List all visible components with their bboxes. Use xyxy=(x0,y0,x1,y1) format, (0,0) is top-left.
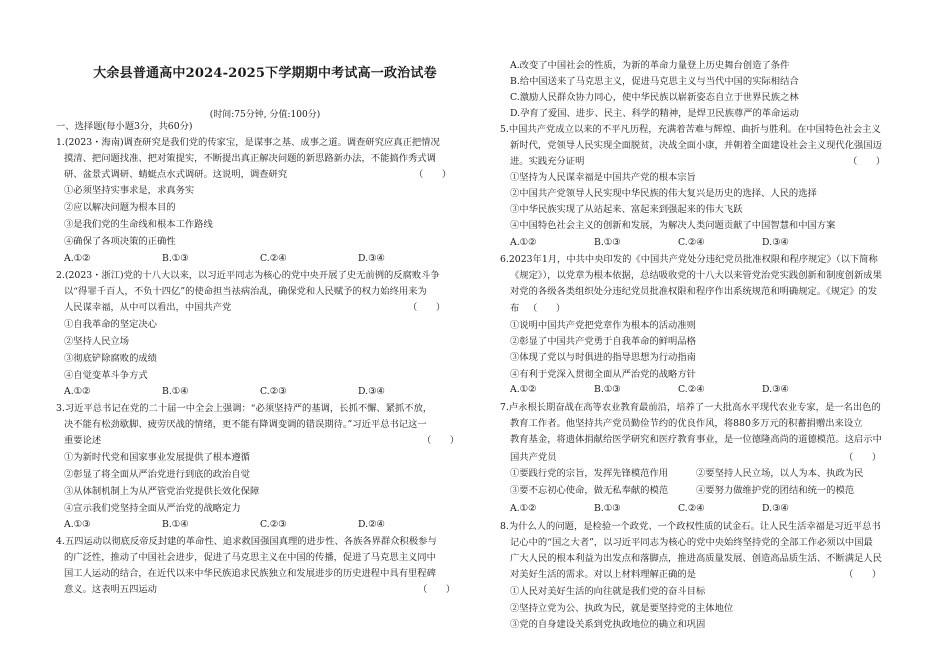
q4-option-a: A.改变了中国社会的性质，为新的革命力量登上历史舞台创造了条件 xyxy=(510,60,790,71)
q4-option-c: C.激励人民群众协力同心，使中华民族以崭新姿态自立于世界民族之林 xyxy=(510,92,799,103)
q7-option-a: A.①② xyxy=(510,503,537,514)
q6-item: ④有利于党深入贯彻全面从严治党的战略方针 xyxy=(510,369,696,380)
q7-answer-blank: （ ） xyxy=(844,452,882,463)
q5-stem-line: 新时代，党领导人民实现全面脱贫，决战全面小康，并朝着全面建设社会主义现代化强国迈 xyxy=(510,140,882,151)
q7-option-b: B.①③ xyxy=(594,503,621,514)
q3-stem-line: 决不能有松劲歇脚、疲劳厌战的情绪，更不能有降调变调的错误期待。”习近平总书记这一 xyxy=(64,419,427,430)
q1-answer-blank: （ ） xyxy=(414,169,452,180)
q1-item: ①必须坚持实事求是，求真务实 xyxy=(64,185,195,196)
q5-item: ③中华民族实现了从站起来、富起来到强起来的伟大飞跃 xyxy=(510,204,743,215)
q2-item: ④自觉变革斗争方式 xyxy=(64,370,148,381)
q8-stem-line: 对美好生活的需求。对以上材料理解正确的是 xyxy=(510,569,696,580)
q4-option-b: B.给中国送来了马克思主义，促进马克思主义与当代中国的实际相结合 xyxy=(510,76,799,87)
q2-option-b: B.①④ xyxy=(162,386,189,397)
q3-stem-line: 重要论述 xyxy=(64,435,102,446)
q1-option-b: B.①③ xyxy=(162,253,189,264)
q2-option-c: C.②③ xyxy=(260,386,287,397)
q6-answer-blank: （ ） xyxy=(528,303,566,314)
q6-stem-line: 布 xyxy=(510,303,520,314)
q7-item: ②要坚持人民立场，以人为本、执政为民 xyxy=(696,468,864,479)
q5-option-d: D.③④ xyxy=(762,237,789,248)
q1-option-a: A.①② xyxy=(64,253,91,264)
q8-item: ③党的自身建设关系到党执政地位的确立和巩固 xyxy=(510,619,706,630)
q2-stem-line: 人民谋幸福，从中可以看出，中国共产党 xyxy=(64,302,232,313)
q1-stem-line: 研、盆景式调研、蜻蜓点水式调研。这说明，调查研究 xyxy=(64,169,288,180)
q8-item: ②坚持立党为公、执政为民，就是要坚持党的主体地位 xyxy=(510,603,734,614)
q2-stem-line: 以“得罪千百人，不负十四亿”的使命担当祛病治乱，确保党和人民赋予的权力始终用来为 xyxy=(64,286,427,297)
q5-item: ②中国共产党领导人民实现中华民族的伟大复兴是历史的选择、人民的选择 xyxy=(510,188,817,199)
exam-title: 大余县普通高中2024-2025下学期期中考试高一政治试卷 xyxy=(93,66,437,81)
q6-option-a: A.①② xyxy=(510,384,537,395)
q5-option-c: C.②④ xyxy=(678,237,705,248)
q8-item: ①人民对美好生活的向往就是我们党的奋斗目标 xyxy=(510,586,706,597)
q1-option-d: D.③④ xyxy=(358,253,385,264)
q8-stem-line: 记心中的“国之大者”，以习近平同志为核心的党中央始终坚持党的全部工作必须以中国最 xyxy=(510,537,873,548)
q4-stem-line: 意义。这表明五四运动 xyxy=(64,584,157,595)
q5-stem-line: 5.中国共产党成立以来的不平凡历程，充满着苦难与辉煌、曲折与胜利。在中国特色社会主义 xyxy=(500,124,881,135)
q4-stem-line: 4.五四运动以彻底反帝反封建的革命性、追求救国强国真理的进步性、各族各界群众积极参与 xyxy=(56,536,437,547)
q6-item: ①说明中国共产党把党章作为根本的活动准则 xyxy=(510,320,696,331)
q7-stem-line: 教育基金，将遗体捐献给医学研究和医疗教育事业，是一位德隆高尚的道德模范。这启示中 xyxy=(510,434,882,445)
q3-answer-blank: （ ） xyxy=(422,435,460,446)
q1-item: ③是我们党的生命线和根本工作路线 xyxy=(64,219,213,230)
exam-time-info: (时间:75分钟, 分值:100分) xyxy=(209,110,321,120)
q7-option-d: D.③④ xyxy=(762,503,789,514)
q8-stem-line: 广大人民的根本利益为出发点和落脚点，推进高质量发展、创造高品质生活、不断满足人民 xyxy=(510,553,882,564)
q1-item: ②应以解决问题为根本目的 xyxy=(64,202,176,213)
q7-item: ③要不忘初心使命，做无私奉献的模范 xyxy=(510,485,669,496)
q4-stem-line: 的广泛性，推动了中国社会进步，促进了马克思主义在中国的传播，促进了马克思主义同中 xyxy=(64,552,436,563)
q1-item: ④确保了各项决策的正确性 xyxy=(64,236,176,247)
q7-item: ④要努力做维护党的团结和统一的模范 xyxy=(696,485,855,496)
q8-answer-blank: （ ） xyxy=(844,569,882,580)
q1-stem-line: 1.(2023・海南)调查研究是我们党的传家宝，是谋事之基、成事之道。调查研究应真正把情况 xyxy=(56,137,440,148)
q4-stem-line: 国工人运动的结合，在近代以来中华民族追求民族独立和发展进步的历史进程中具有里程碑 xyxy=(64,568,436,579)
q6-item: ②彰显了中国共产党勇于自我革命的鲜明品格 xyxy=(510,336,696,347)
q6-option-c: C.②④ xyxy=(678,384,705,395)
q6-option-b: B.①③ xyxy=(594,384,621,395)
q3-option-c: C.②③ xyxy=(260,519,287,530)
q3-item: ①为新时代党和国家事业发展提供了根本遵循 xyxy=(64,452,250,463)
q5-option-b: B.①③ xyxy=(594,237,621,248)
q2-answer-blank: （ ） xyxy=(408,302,446,313)
q3-option-d: D.②④ xyxy=(358,519,385,530)
q6-stem-line: 对党的各级各类组织处分违纪党员批准权限和程序作出系统规范和明确规定。《规定》的发 xyxy=(510,286,878,297)
q5-option-a: A.①② xyxy=(510,237,537,248)
q3-option-a: A.①③ xyxy=(64,519,91,530)
q5-answer-blank: （ ） xyxy=(848,156,886,167)
q7-option-c: C.②④ xyxy=(678,503,705,514)
q2-item: ①自我革命的坚定决心 xyxy=(64,319,157,330)
q3-item: ④宣示我们党坚持全面从严治党的战略定力 xyxy=(64,503,241,514)
q4-answer-blank: （ ） xyxy=(418,584,456,595)
q6-stem-line: 6.2023年1月，中共中央印发的《中国共产党处分违纪党员批准权限和程序规定》（以下简称 xyxy=(500,254,878,265)
q5-stem-line: 进。实践充分证明 xyxy=(510,156,585,167)
q2-option-a: A.①② xyxy=(64,386,91,397)
q7-stem-line: 教育工作者。他坚持共产党员勤俭节约的优良作风，将880多万元的积蓄捐赠出来设立 xyxy=(510,418,863,429)
q8-stem-line: 8.为什么人的问题，是检验一个政党、一个政权性质的试金石。让人民生活幸福是习近平总书 xyxy=(500,521,881,532)
q3-option-b: B.①④ xyxy=(162,519,189,530)
q2-item: ②坚持人民立场 xyxy=(64,336,130,347)
q6-item: ③体现了党以与时俱进的指导思想为行动指南 xyxy=(510,352,696,363)
q1-option-c: C.②④ xyxy=(260,253,287,264)
q7-stem-line: 7.卢永根长期奋战在高等农业教育最前沿，培养了一大批高水平现代农业专家，是一名出色的 xyxy=(500,402,881,413)
q4-option-d: D.孕育了爱国、进步、民主、科学的精神，是焊卫民族尊严的革命运动 xyxy=(510,108,799,119)
q2-item: ③彻底铲除腐败的成绩 xyxy=(64,353,157,364)
q6-option-d: D.③④ xyxy=(762,384,789,395)
q7-stem-line: 国共产党员 xyxy=(510,452,557,463)
q3-item: ②彰显了将全面从严治党进行到底的政治自觉 xyxy=(64,469,250,480)
section-heading: 一、选择题(每小题3分，共60分) xyxy=(56,121,193,132)
q5-item: ①坚持为人民谋幸福是中国共产党的根本宗旨 xyxy=(510,172,696,183)
q3-item: ③从体制机制上为从严管党治党提供长效化保障 xyxy=(64,486,260,497)
q5-item: ④中国特色社会主义的创新和发展，为解决人类问题贡献了中国智慧和中国方案 xyxy=(510,220,836,231)
q7-item: ①要践行党的宗旨，发挥先锋模范作用 xyxy=(510,468,669,479)
q2-stem-line: 2.(2023・浙江)党的十八大以来，以习近平同志为核心的党中央开展了史无前例的反腐败斗争 xyxy=(56,270,440,281)
q1-stem-line: 摸清、把问题找准、把对策提实，不断提出真正解决问题的新思路新办法，不能搞作秀式调 xyxy=(64,153,436,164)
q3-stem-line: 3.习近平总书记在党的二十届一中全会上强调：“必须坚持严的基调，长抓不懈、紧抓不放， xyxy=(56,403,433,414)
q6-stem-line: 《规定》），以党章为根本依据，总结吸收党的十八大以来管党治党实践创新和制度创新成果 xyxy=(510,270,882,281)
q2-option-d: D.③④ xyxy=(358,386,385,397)
